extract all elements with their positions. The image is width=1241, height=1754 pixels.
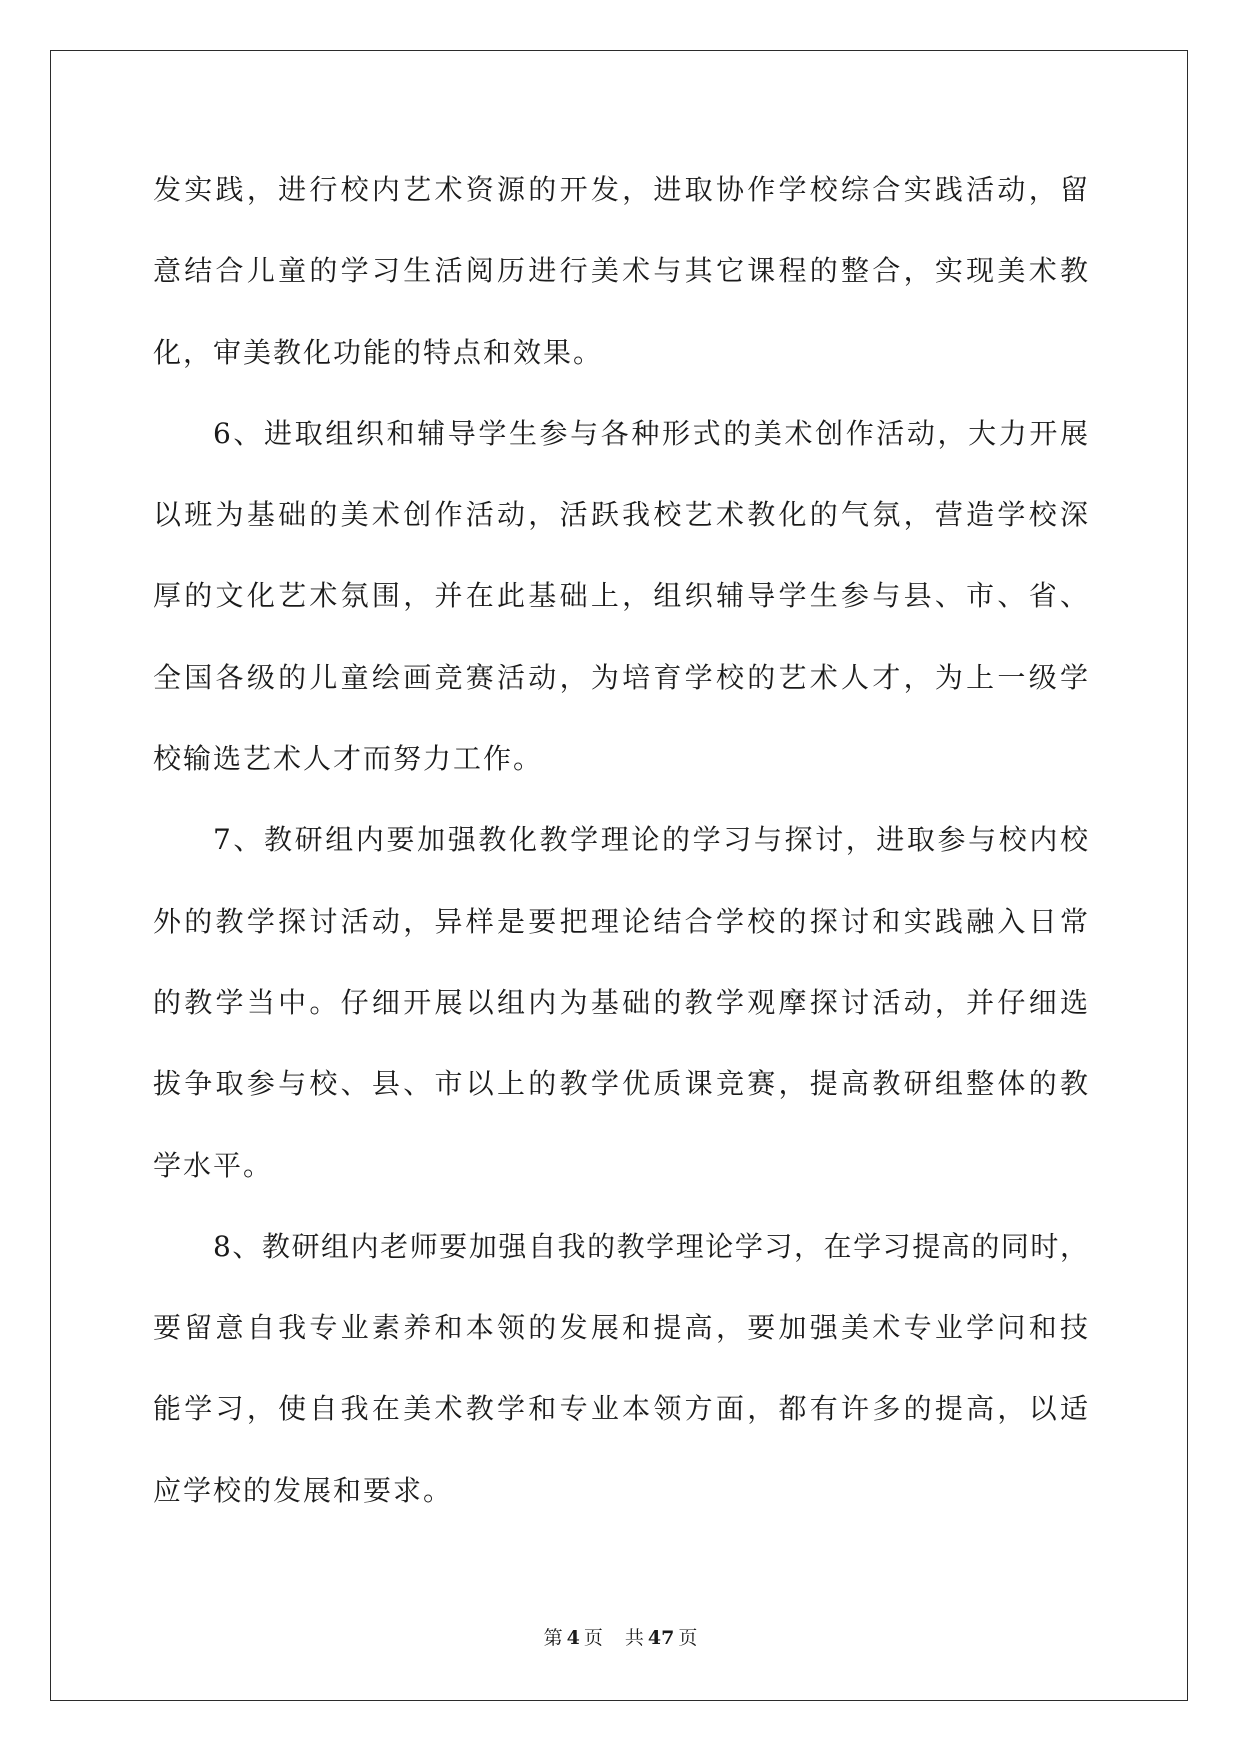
paragraph <box>153 799 1088 1205</box>
text-line: 外的教学探讨活动，异样是要把理论结合学校的探讨和实践融入日常 <box>153 904 1088 938</box>
total-suffix: 页 <box>678 1627 698 1649</box>
total-pages: 47 <box>647 1627 675 1649</box>
text-line: 8、教研组内老师要加强自我的教学理论学习，在学习提高的同时， <box>213 1229 1088 1263</box>
text-line: 学水平。 <box>153 1148 274 1182</box>
text-line: 以班为基础的美术创作活动，活跃我校艺术教化的气氛，营造学校深 <box>153 498 1088 532</box>
text-line: 发实践，进行校内艺术资源的开发，进取协作学校综合实践活动，留 <box>153 173 1088 206</box>
paragraph <box>153 149 1088 393</box>
document-body <box>153 149 1088 1531</box>
text-line: 厚的文化艺术氛围，并在此基础上，组织辅导学生参与县、市、省、 <box>153 579 1088 613</box>
total-prefix: 共 <box>624 1627 644 1649</box>
paragraph <box>153 1206 1088 1531</box>
page-number: 4 <box>566 1627 580 1649</box>
paragraph <box>153 393 1088 799</box>
page-prefix: 第 <box>543 1627 563 1649</box>
page-footer <box>0 1626 1241 1650</box>
text-line: 校输选艺术人才而努力工作。 <box>153 742 544 776</box>
text-line: 能学习，使自我在美术教学和专业本领方面，都有许多的提高，以适 <box>153 1392 1088 1426</box>
text-line: 拔争取参与校、县、市以上的教学优质课竞赛，提高教研组整体的教 <box>153 1067 1088 1101</box>
text-line: 应学校的发展和要求。 <box>153 1473 454 1507</box>
text-line: 要留意自我专业素养和本领的发展和提高，要加强美术专业学问和技 <box>153 1311 1088 1345</box>
text-line: 7、教研组内要加强教化教学理论的学习与探讨，进取参与校内校 <box>213 823 1088 857</box>
text-line: 6、进取组织和辅导学生参与各种形式的美术创作活动，大力开展 <box>213 416 1088 450</box>
page-suffix: 页 <box>583 1627 603 1649</box>
text-line: 的教学当中。仔细开展以组内为基础的教学观摩探讨活动，并仔细选 <box>153 985 1088 1019</box>
text-line: 全国各级的儿童绘画竞赛活动，为培育学校的艺术人才，为上一级学 <box>153 660 1088 694</box>
text-line: 意结合儿童的学习生活阅历进行美术与其它课程的整合，实现美术教 <box>153 254 1088 288</box>
text-line: 化，审美教化功能的特点和效果。 <box>153 335 604 369</box>
